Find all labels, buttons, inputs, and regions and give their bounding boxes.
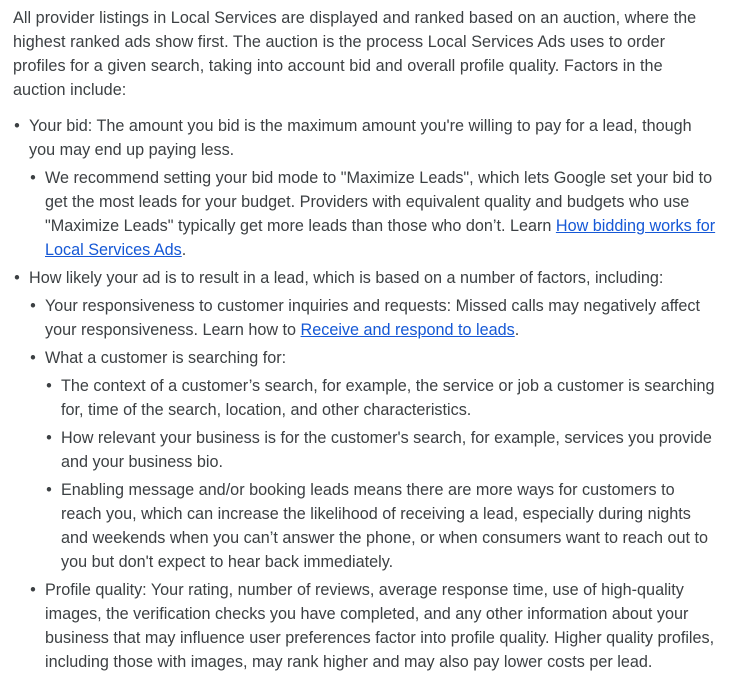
searching-text: What a customer is searching for:: [45, 349, 287, 367]
list-item-searching: [29, 346, 718, 574]
list-item-responsiveness: [29, 294, 718, 342]
bid-text: Your bid: The amount you bid is the maximum amount you're willing to pay for a lead, though you may end up paying less.: [29, 117, 692, 159]
list-item-profile-quality: [29, 578, 718, 674]
factors-list: [13, 114, 718, 674]
enabling-leads-text: Enabling message and/or booking leads means there are more ways for customers to reach you, which can increase the likelihood of receiving a lead, especially during nights and weekends when you can’t answer the phone, or when consumers want to reach out to you but don't expect to hear back immediately.: [61, 481, 708, 571]
bullet-icon: •: [46, 481, 52, 499]
list-item-context: [45, 374, 718, 422]
bullet-icon: •: [30, 297, 36, 315]
context-text: The context of a customer’s search, for example, the service or job a customer is searching for, time of the search, location, and other characteristics.: [61, 377, 715, 419]
bullet-icon: •: [46, 429, 52, 447]
list-item-relevance: [45, 426, 718, 474]
list-item-bid: [13, 114, 718, 262]
how-bidding-works-link[interactable]: How bidding works for Local Services Ads: [45, 217, 716, 259]
period: .: [514, 321, 520, 339]
list-item-maximize-leads: [29, 166, 718, 262]
bullet-icon: •: [14, 269, 20, 287]
bullet-icon: •: [30, 581, 36, 599]
likelihood-text: How likely your ad is to result in a lead, which is based on a number of factors, including:: [29, 269, 664, 287]
profile-quality-text: Profile quality: Your rating, number of reviews, average response time, use of high-quality images, the verification checks you have completed, and any other information about your business that may influence user preferences factor into profile quality. Higher quality profiles, including those with images, may rank higher and may also pay lower costs per lead.: [45, 581, 715, 671]
list-item-likelihood: [13, 266, 718, 674]
bid-sublist: [29, 166, 718, 262]
period: .: [181, 241, 187, 259]
receive-respond-leads-link[interactable]: Receive and respond to leads: [300, 321, 515, 339]
bullet-icon: •: [46, 377, 52, 395]
bullet-icon: •: [30, 349, 36, 367]
searching-sublist: [45, 374, 718, 574]
bullet-icon: •: [14, 117, 20, 135]
bullet-icon: •: [30, 169, 36, 187]
responsiveness-text: Your responsiveness to customer inquiries and requests: Missed calls may negatively affect your responsiveness. Learn how to: [45, 297, 701, 339]
list-item-enabling-leads: [45, 478, 718, 574]
relevance-text: How relevant your business is for the customer's search, for example, services you provide and your business bio.: [61, 429, 712, 471]
maximize-leads-text: We recommend setting your bid mode to "Maximize Leads", which lets Google set your bid to get the most leads for your budget. Providers with equivalent quality and budgets who use "Maximize Leads" typically get more leads than those who don’t. Learn: [45, 169, 713, 235]
intro-paragraph: All provider listings in Local Services are displayed and ranked based on an auction, where the highest ranked ads show first. The auction is the process Local Services Ads uses to order profiles for a given search, taking into account bid and overall profile quality. Factors in the auction include:: [13, 9, 697, 99]
likelihood-sublist: [29, 294, 718, 674]
